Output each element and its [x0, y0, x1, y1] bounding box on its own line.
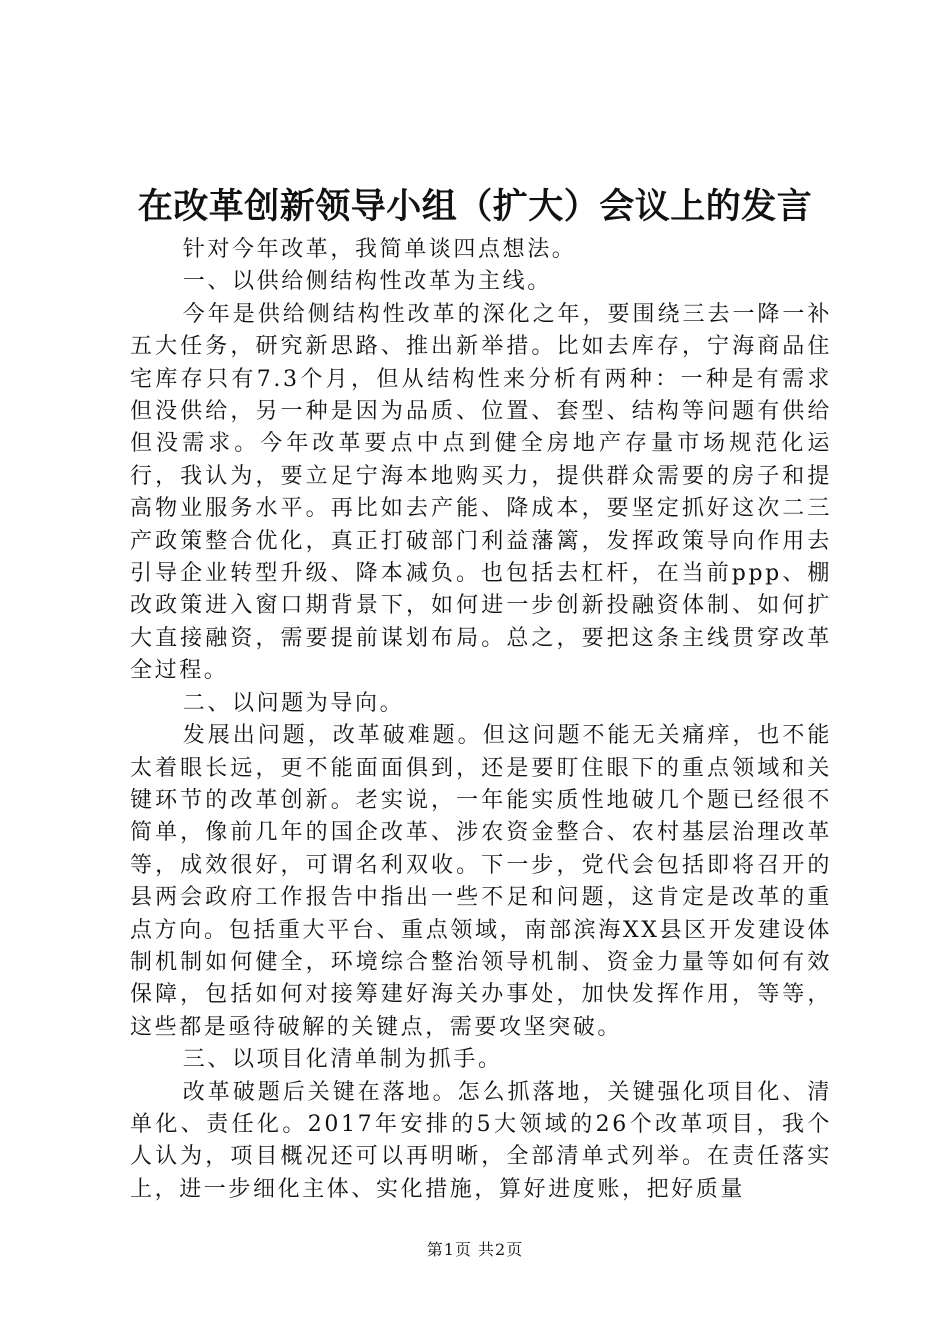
paragraph-point-three: 改革破题后关键在落地。怎么抓落地，关键强化项目化、清单化、责任化。2017年安排的5大领域的26个改革项目，我个人认为，项目概况还可以再明晰，全部清单式列举。在责任落实上，进一步细化主体、实化措施，算好进度账，把好质量 — [130, 1079, 832, 1202]
document-title: 在改革创新领导小组（扩大）会议上的发言 — [137, 186, 813, 227]
paragraph-intro: 针对今年改革，我简单谈四点想法。 — [182, 237, 577, 262]
document-body — [130, 234, 832, 1206]
heading-point-one: 一、以供给侧结构性改革为主线。 — [182, 269, 552, 295]
paragraph-point-one: 今年是供给侧结构性改革的深化之年，要围绕三去一降一补五大任务，研究新思路、推出新举措。比如去库存，宁海商品住宅库存只有7.3个月，但从结构性来分析有两种：一种是有需求但没供给，另一种是因为品质、位置、套型、结构等问题有供给但没需求。今年改革要点中点到健全房地产存量市场规范化运行，我认为，要立足宁海本地购买力，提供群众需要的房子和提高物业服务水平。再比如去产能、降成本，要坚定抓好这次二三产政策整合优化，真正打破部门利益藩篱，发挥政策导向作用去引导企业转型升级、降本减负。也包括去杠杆，在当前ppp、棚改政策进入窗口期背景下，如何进一步创新投融资体制、如何扩大直接融资，需要提前谋划布局。总之，要把这条主线贯穿改革全过程。 — [130, 301, 832, 684]
heading-point-three: 三、以项目化清单制为抓手。 — [182, 1047, 503, 1073]
heading-point-two: 二、以问题为导向。 — [182, 690, 405, 716]
page-number-footer: 第1页 共2页 — [426, 1240, 524, 1259]
paragraph-point-two: 发展出问题，改革破难题。但这问题不能无关痛痒，也不能太着眼长远，更不能面面俱到，还是要盯住眼下的重点领域和关键环节的改革创新。老实说，一年能实质性地破几个题已经很不简单，像前几年的国企改革、涉农资金整合、农村基层治理改革等，成效很好，可谓名利双收。下一步，党代会包括即将召开的县两会政府工作报告中指出一些不足和问题，这肯定是改革的重点方向。包括重大平台、重点领域，南部滨海XX县区开发建设体制机制如何健全，环境综合整治领导机制、资金力量等如何有效保障，包括如何对接筹建好海关办事处，加快发挥作用，等等，这些都是亟待破解的关键点，需要攻坚突破。 — [130, 723, 832, 1040]
